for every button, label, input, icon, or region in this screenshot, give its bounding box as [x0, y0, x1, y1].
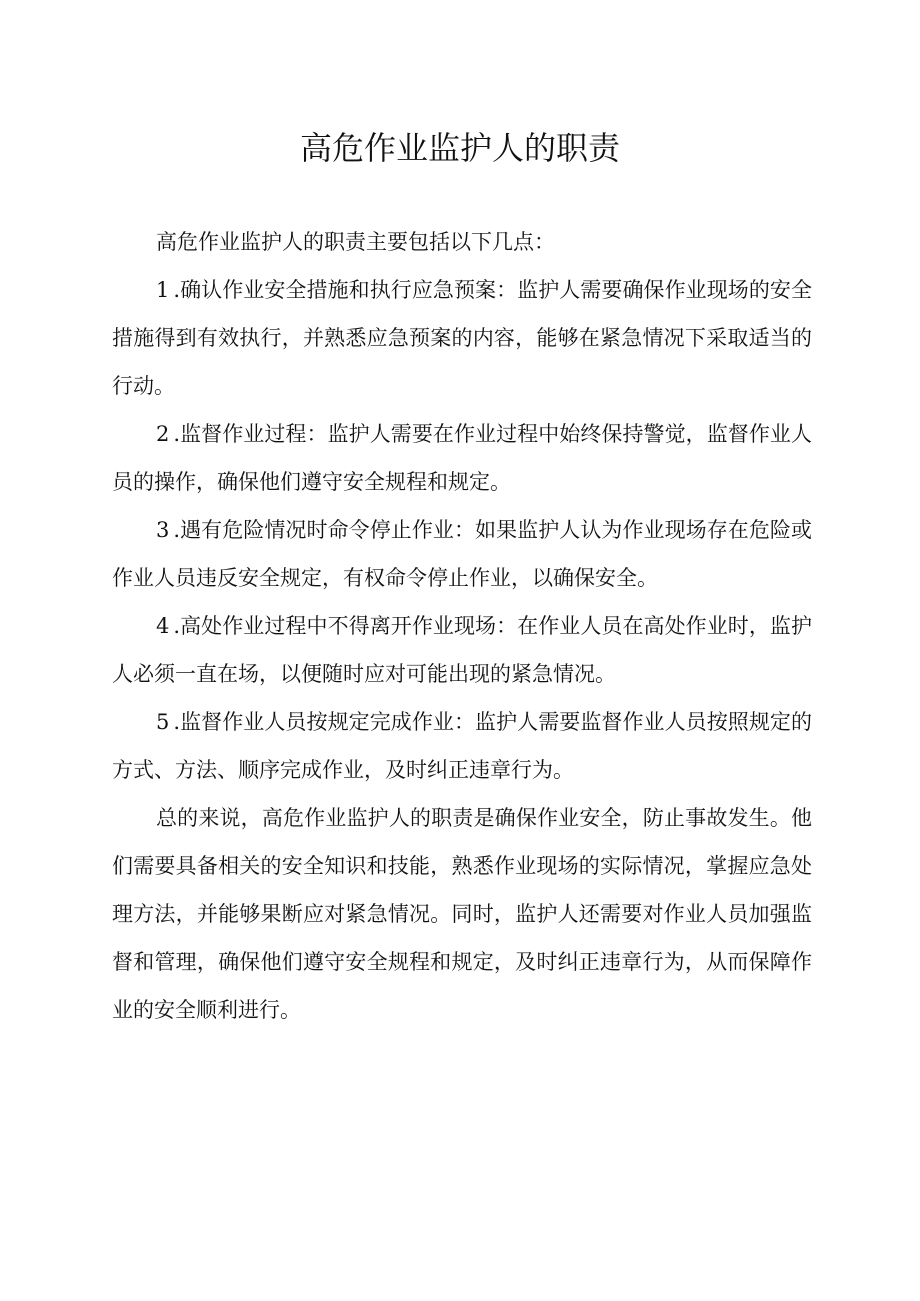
list-item — [112, 410, 812, 506]
item-number: 2 — [156, 422, 170, 446]
list-item — [112, 266, 812, 410]
item-number: 5 — [156, 710, 170, 734]
list-item — [112, 602, 812, 698]
item-text: .确认作业安全措施和执行应急预案：监护人需要确保作业现场的安全措施得到有效执行，并熟悉应急预案的内容，能够在紧急情况下采取适当的行动。 — [112, 278, 812, 398]
document-title: 高危作业监护人的职责 — [299, 129, 620, 167]
item-text: .遇有危险情况时命令停止作业：如果监护人认为作业现场存在危险或作业人员违反安全规定，有权命令停止作业，以确保安全。 — [112, 518, 812, 590]
item-number: 1 — [156, 278, 170, 302]
item-text: .监督作业过程：监护人需要在作业过程中始终保持警觉，监督作业人员的操作，确保他们遵守安全规程和规定。 — [112, 422, 812, 494]
item-number: 3 — [156, 518, 170, 542]
intro-paragraph: 高危作业监护人的职责主要包括以下几点： — [156, 230, 555, 254]
item-text: .高处作业过程中不得离开作业现场：在作业人员在高处作业时，监护人必须一直在场，以便随时应对可能出现的紧急情况。 — [112, 614, 812, 686]
document-body — [112, 218, 812, 1034]
item-number: 4 — [156, 614, 170, 638]
list-item — [112, 698, 812, 794]
item-text: .监督作业人员按规定完成作业：监护人需要监督作业人员按照规定的方式、方法、顺序完成作业，及时纠正违章行为。 — [112, 710, 812, 782]
conclusion-paragraph: 总的来说，高危作业监护人的职责是确保作业安全，防止事故发生。他们需要具备相关的安全知识和技能，熟悉作业现场的实际情况，掌握应急处理方法，并能够果断应对紧急情况。同时，监护人还需要对作业人员加强监督和管理，确保他们遵守安全规程和规定，及时纠正违章行为，从而保障作业的安全顺利进行。 — [112, 806, 812, 1022]
list-item — [112, 506, 812, 602]
